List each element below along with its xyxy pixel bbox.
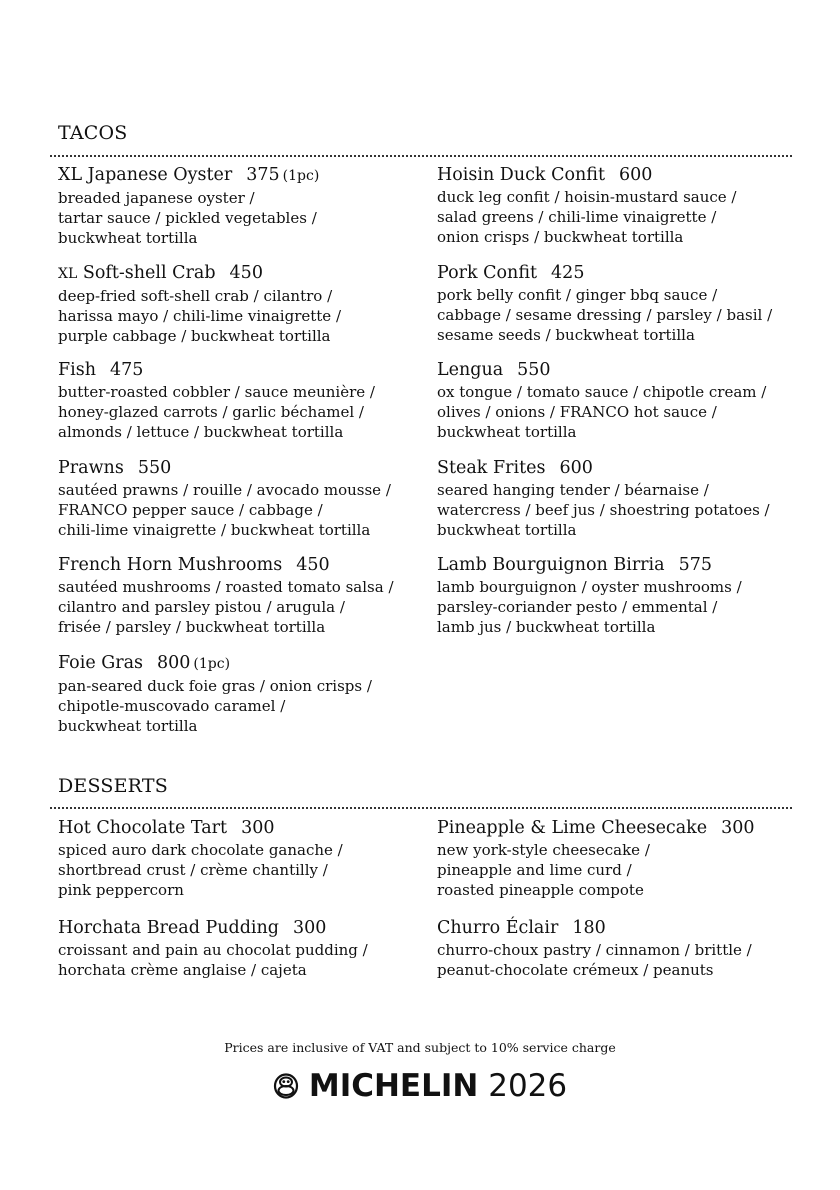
menu-item-price: 375 [246, 165, 280, 185]
menu-item-description: ox tongue / tomato sauce / chipotle cream / [437, 383, 767, 401]
menu-item-description: horchata crème anglaise / cajeta [58, 961, 307, 979]
menu-item-heading [437, 817, 807, 840]
menu-item-description: breaded japanese oyster / [58, 189, 255, 207]
menu-item-description: buckwheat tortilla [437, 423, 577, 441]
menu-item [58, 817, 428, 917]
desserts-title: DESSERTS [58, 775, 168, 797]
menu-item-description: new york-style cheesecake / [437, 841, 650, 859]
desserts-right-column [437, 817, 807, 1017]
menu-item-description: tartar sauce / pickled vegetables / [58, 209, 317, 227]
menu-item-heading [58, 554, 428, 577]
menu-item-description: honey-glazed carrots / garlic béchamel / [58, 403, 364, 421]
michelin-badge [0, 1068, 840, 1104]
michelin-brand: MICHELIN [308, 1068, 479, 1104]
menu-item-description: olives / onions / FRANCO hot sauce / [437, 403, 717, 421]
size-prefix: XL [58, 265, 78, 282]
desserts-left-column [58, 817, 428, 1017]
menu-item-description: duck leg confit / hoisin-mustard sauce / [437, 188, 737, 206]
menu-item-description: sautéed mushrooms / roasted tomato salsa / [58, 578, 394, 596]
menu-item-heading [58, 457, 428, 480]
menu-item-description: peanut-chocolate crémeux / peanuts [437, 961, 714, 979]
menu-item-description: pineapple and lime curd / [437, 861, 632, 879]
menu-item-heading [58, 917, 428, 940]
menu-item-heading [58, 164, 428, 188]
menu-item-price: 800 [157, 652, 191, 673]
menu-item-name: Pork Confit [437, 262, 538, 283]
menu-item-name: Hoisin Duck Confit [437, 165, 605, 185]
menu-item-price: 300 [721, 818, 755, 838]
menu-item-heading [437, 359, 807, 382]
menu-item-description: lamb jus / buckwheat tortilla [437, 618, 656, 636]
menu-item-description: deep-fried soft-shell crab / cilantro / [58, 286, 333, 305]
menu-item-description: buckwheat tortilla [58, 716, 198, 735]
menu-item-name: Prawns [58, 457, 124, 478]
menu-item-description: harissa mayo / chili-lime vinaigrette / [58, 306, 342, 325]
menu-item-name: Pineapple & Lime Cheesecake [437, 818, 708, 838]
menu-item-description: butter-roasted cobbler / sauce meunière / [58, 383, 375, 401]
piece-count: (1pc) [282, 168, 320, 184]
menu-item-price: 300 [293, 918, 327, 938]
michelin-bibendum-icon [273, 1073, 299, 1099]
menu-item-description: FRANCO pepper sauce / cabbage / [58, 500, 323, 519]
menu-item-description: pan-seared duck foie gras / onion crisps / [58, 676, 372, 695]
menu-item-description: almonds / lettuce / buckwheat tortilla [58, 423, 344, 441]
menu-item-name: Soft-shell Crab [82, 262, 216, 283]
menu-item-description: frisée / parsley / buckwheat tortilla [58, 618, 326, 636]
menu-item-price: 450 [229, 262, 263, 283]
menu-item-heading [58, 359, 428, 382]
menu-item-description: churro-choux pastry / cinnamon / brittle / [437, 941, 752, 959]
menu-item [437, 817, 807, 917]
menu-item-description: spiced auro dark chocolate ganache / [58, 841, 343, 859]
menu-item-heading [437, 457, 807, 480]
menu-item-description: chili-lime vinaigrette / buckwheat tortilla [58, 520, 371, 539]
menu-item-name: Foie Gras [58, 652, 143, 673]
menu-item-heading [437, 262, 807, 285]
menu-item-heading [437, 554, 807, 577]
menu-item [58, 457, 428, 555]
menu-item-description: shortbread crust / crème chantilly / [58, 861, 328, 879]
piece-count: (1pc) [193, 655, 231, 672]
menu-item [437, 457, 807, 555]
tacos-divider [50, 155, 792, 157]
menu-item-description: pork belly confit / ginger bbq sauce / [437, 285, 718, 304]
menu-item [58, 917, 428, 1017]
menu-item [58, 554, 428, 652]
menu-item-price: 425 [551, 262, 585, 283]
tacos-left-column [58, 164, 428, 749]
tacos-right-column [437, 164, 807, 652]
michelin-year: 2026 [488, 1068, 568, 1104]
menu-item-heading [58, 262, 428, 286]
menu-item [437, 164, 807, 262]
menu-item [58, 262, 428, 360]
menu-item-name: Lamb Bourguignon Birria [437, 555, 665, 575]
menu-item [437, 554, 807, 652]
tacos-title: TACOS [58, 122, 128, 144]
desserts-divider [50, 807, 792, 809]
menu-item-price: 180 [572, 918, 606, 938]
menu-item [437, 917, 807, 1017]
menu-item [437, 359, 807, 457]
menu-item-name: Churro Éclair [437, 918, 559, 938]
menu-item-description: onion crisps / buckwheat tortilla [437, 228, 684, 246]
menu-item-price: 600 [559, 457, 593, 478]
menu-item-name: XL Japanese Oyster [58, 165, 233, 185]
menu-item-description: watercress / beef jus / shoestring potatoes / [437, 500, 770, 519]
menu-item-heading [58, 652, 428, 676]
menu-item [437, 262, 807, 360]
menu-item-heading [437, 917, 807, 940]
menu-item-description: lamb bourguignon / oyster mushrooms / [437, 578, 742, 596]
menu-item [58, 164, 428, 262]
menu-item-name: Horchata Bread Pudding [58, 918, 279, 938]
menu-item-description: seared hanging tender / béarnaise / [437, 480, 709, 499]
menu-item-description: buckwheat tortilla [437, 520, 577, 539]
menu-item-description: croissant and pain au chocolat pudding / [58, 941, 368, 959]
menu-item-description: sautéed prawns / rouille / avocado mousse / [58, 480, 391, 499]
menu-item-name: Steak Frites [437, 457, 546, 478]
menu-item-description: chipotle-muscovado caramel / [58, 696, 286, 715]
menu-item-price: 300 [241, 818, 275, 838]
menu-item-price: 550 [137, 457, 172, 478]
menu-item [58, 652, 428, 750]
menu-item-description: pink peppercorn [58, 881, 184, 899]
menu-item-price: 575 [678, 555, 712, 575]
menu-item-name: Lengua [437, 360, 504, 380]
menu-item-description: sesame seeds / buckwheat tortilla [437, 325, 695, 344]
menu-item-name: Hot Chocolate Tart [58, 818, 228, 838]
menu-item-description: parsley-coriander pesto / emmental / [437, 598, 718, 616]
menu-item-heading [437, 164, 807, 187]
menu-item-price: 600 [618, 165, 653, 185]
menu-item-description: buckwheat tortilla [58, 229, 198, 247]
menu-item-name: Fish [58, 360, 96, 380]
menu-item-price: 475 [110, 360, 144, 380]
menu-item-description: roasted pineapple compote [437, 881, 644, 899]
menu-item-price: 550 [517, 360, 551, 380]
menu-item-description: salad greens / chili-lime vinaigrette / [437, 208, 717, 226]
menu-item-heading [58, 817, 428, 840]
menu-item-description: cilantro and parsley pistou / arugula / [58, 598, 345, 616]
menu-item-description: cabbage / sesame dressing / parsley / basil / [437, 305, 773, 324]
menu-item-description: purple cabbage / buckwheat tortilla [58, 326, 331, 345]
service-charge-note: Prices are inclusive of VAT and subject to 10% service charge [224, 1040, 616, 1055]
menu-item-name: French Horn Mushrooms [58, 555, 283, 575]
menu-item [58, 359, 428, 457]
menu-item-price: 450 [296, 555, 330, 575]
